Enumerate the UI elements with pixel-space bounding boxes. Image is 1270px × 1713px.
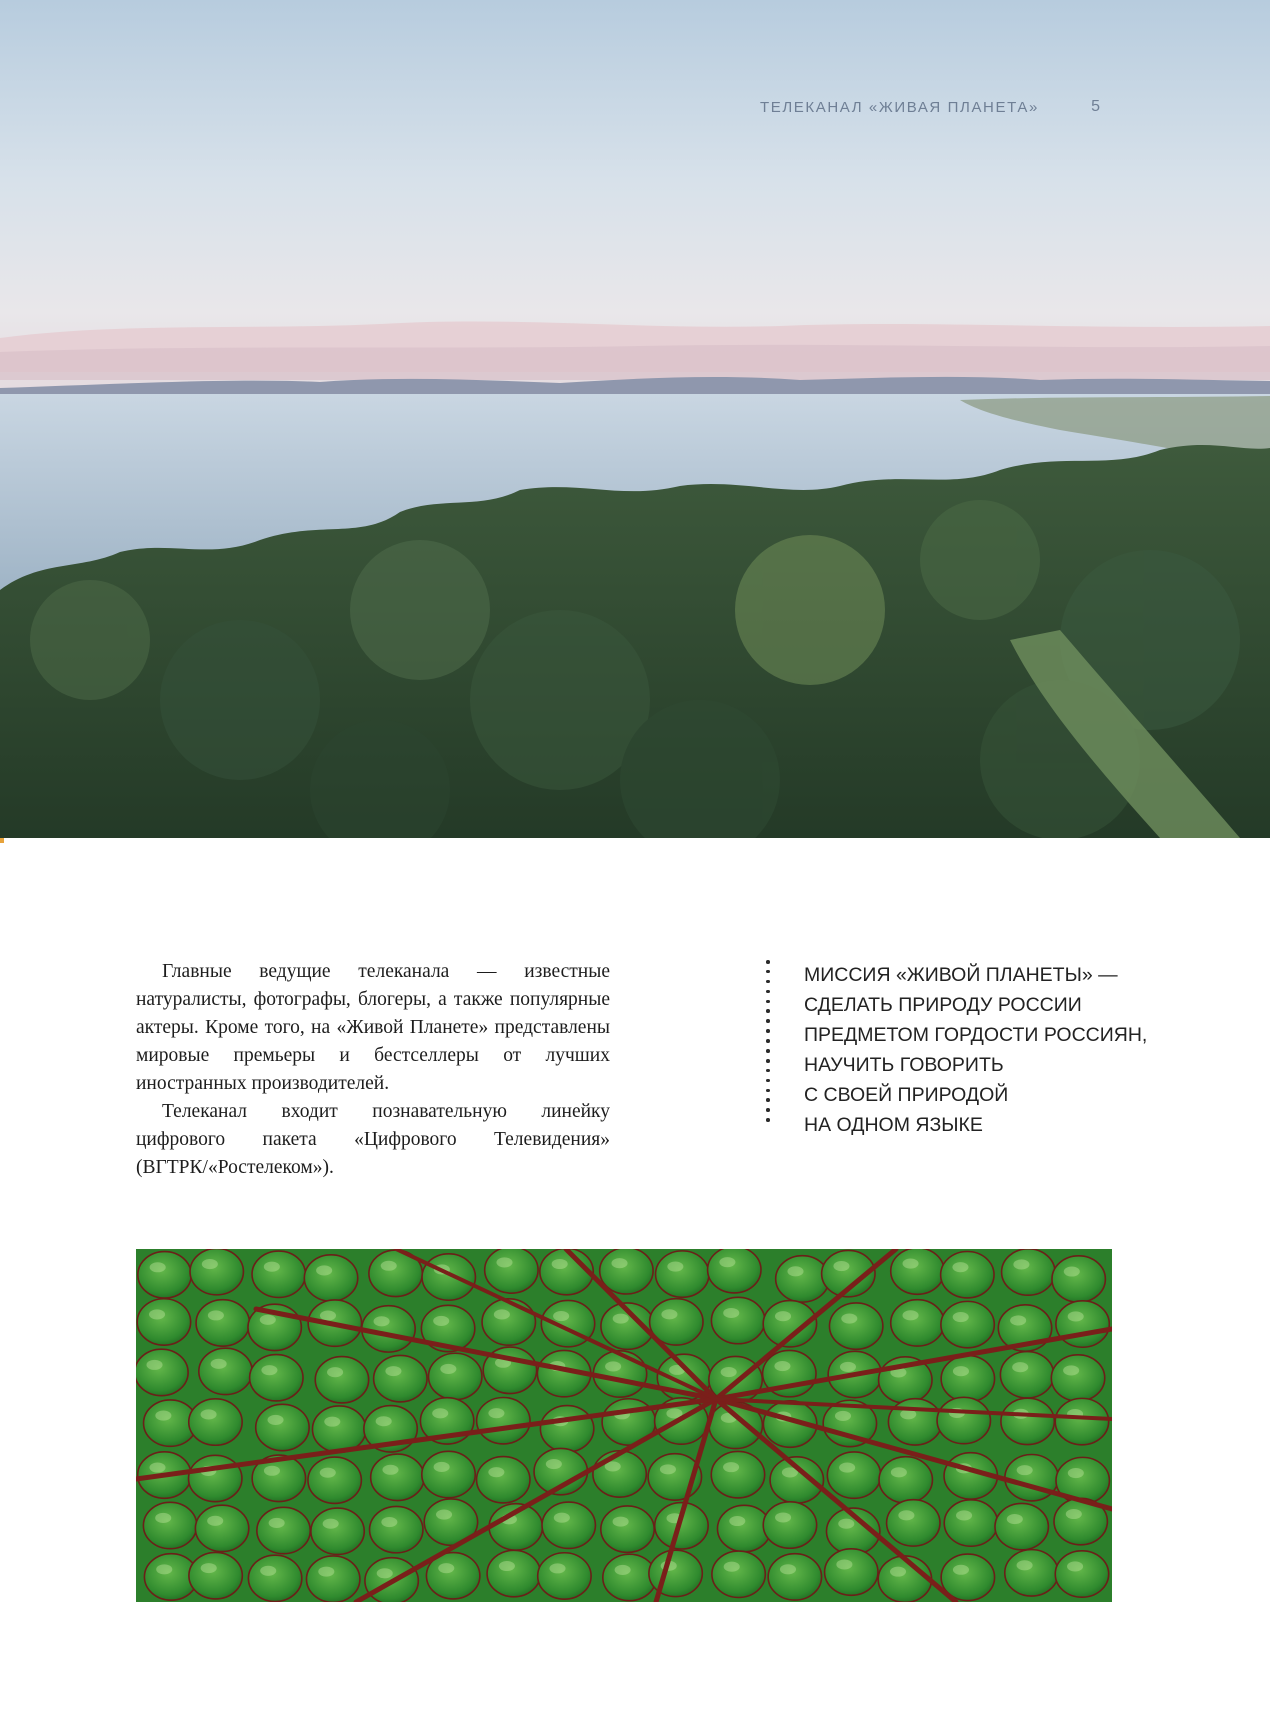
- quote-line: ПРЕДМЕТОМ ГОРДОСТИ РОССИЯН,: [804, 1024, 1148, 1046]
- page-number: 5: [1091, 98, 1100, 115]
- body-text: [136, 958, 610, 1182]
- body-paragraph: Телеканал входит познавательную линейку цифрового пакета «Цифрового Телевидения» (ВГТРК/«Ростелеком»).: [136, 1101, 610, 1178]
- dotted-rule: [766, 960, 770, 1122]
- landscape-illustration: [0, 0, 1270, 838]
- orange-corner-mark: [0, 838, 4, 843]
- quote-line: НА ОДНОМ ЯЗЫКЕ: [804, 1114, 983, 1136]
- quote-line: СДЕЛАТЬ ПРИРОДУ РОССИИ: [804, 994, 1082, 1016]
- running-head-title: ТЕЛЕКАНАЛ «ЖИВАЯ ПЛАНЕТА»: [760, 98, 1039, 116]
- body-paragraph: Главные ведущие телеканала — известные натуралисты, фотографы, блогеры, а также популярные актеры. Кроме того, на «Живой Планете» представлены мировые премьеры и бестселлеры от лучших иностранных производителей.: [136, 961, 610, 1094]
- hero-landscape-photo: [0, 0, 1270, 838]
- quote-line: С СВОЕЙ ПРИРОДОЙ: [804, 1084, 1009, 1106]
- quote-line: МИССИЯ «ЖИВОЙ ПЛАНЕТЫ» —: [804, 964, 1118, 986]
- quote-line: НАУЧИТЬ ГОВОРИТЬ: [804, 1054, 1004, 1076]
- running-head: [760, 98, 1120, 116]
- quote-text: [804, 960, 1148, 1140]
- leaf-illustration: [136, 1249, 1112, 1602]
- leaf-photo: [136, 1249, 1112, 1602]
